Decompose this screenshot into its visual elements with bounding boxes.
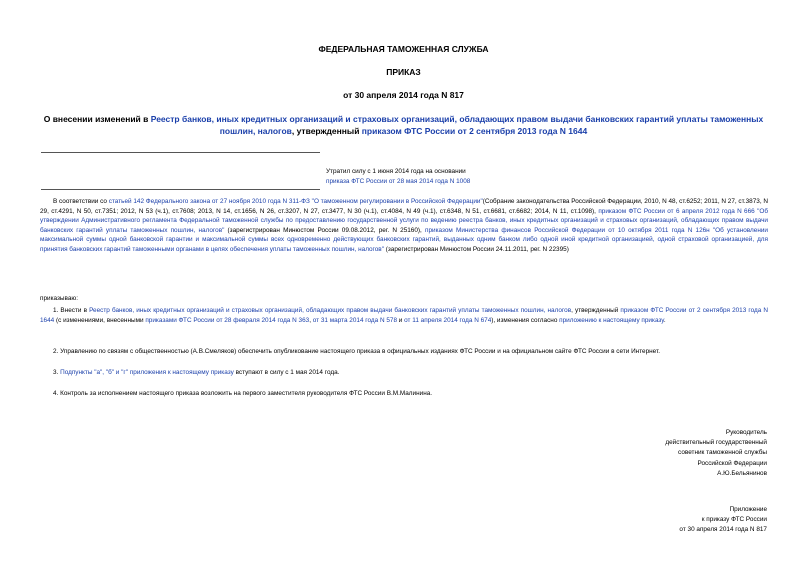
order-363-link[interactable]: приказами ФТС России от 28 февраля 2014 года N 363 (145, 316, 310, 324)
item-text: 1. Внести в (53, 307, 90, 314)
registry-link[interactable]: Реестр банков, иных кредитных организаций и страховых организаций, обладающих правом выдачи банковских гарантий уплаты таможенных пошлин, налогов (150, 114, 764, 136)
preamble-text: (Собрание законодательства Российской Федерации, 2010, N 48, ст.6252; 2011, N 27, ст.3873, N 29, ст.4291, N 50, ст.7351; 2012, N 53 (ч.1), ст.7608; 2013, N 14, ст.1656, N 26, ст.3207, N 27, ст.3477, N 30 (ч.1), ст.4084, N 49 (ч.1), ст.6348, N 51, ст.6681, ст.6682; 2014, N 11, ст.1098), (40, 198, 768, 215)
order-126n-link[interactable]: приказом Министерства финансов Российской Федерации от 10 октября 2011 года N 126н "Об установлении максимальной суммы одной банковской гарантии и максимальной суммы всех одновременно действующих банковских гарантий, выданных одним банком либо одной иной кредитной организацией, одной страховой организацией, для принятия банковских гарантий таможенными органами в целях обеспечения уплаты таможенных пошлин, налогов" (40, 226, 768, 253)
item-text: ), изменения согласно (491, 316, 560, 324)
item-4: 4. Контроль за исполнением настоящего приказа возложить на первого заместителя руководителя ФТС России В.М.Малинина. (53, 390, 433, 397)
preamble-text: (зарегистрирован Минюстом России 24.11.2011, рег. N 22395) (383, 245, 569, 253)
item-text: , (309, 316, 313, 324)
item-text: (с изменениями, внесенными (54, 316, 146, 324)
title-text: , утвержденный (291, 126, 362, 136)
item-text: 3. (53, 369, 61, 376)
doc-type: ПРИКАЗ (386, 67, 421, 77)
title-text: О внесении изменений в (43, 114, 151, 124)
appendix-link[interactable]: приложению к настоящему приказу (559, 316, 664, 324)
divider (41, 152, 320, 153)
order-1644-link[interactable]: приказом ФТС России от 2 сентября 2013 года N 1644 (361, 126, 588, 136)
preamble-text: В соответствии со (53, 198, 109, 205)
appendix-line: от 30 апреля 2014 года N 817 (679, 526, 767, 534)
signature-line: советник таможенной службы (678, 449, 767, 457)
appendix-line: Приложение (729, 506, 767, 513)
order-1008-link[interactable]: приказа ФТС России от 28 мая 2014 года N 1008 (326, 178, 471, 185)
item-text: , утвержденный (571, 307, 621, 314)
item-text: вступают в силу с 1 мая 2014 года. (233, 369, 340, 376)
signature-line: Российской Федерации (697, 459, 767, 467)
order-578-link[interactable]: от 31 марта 2014 года N 578 (312, 316, 398, 324)
signature-line: А.Ю.Бельянинов (717, 469, 767, 477)
divider (41, 189, 320, 190)
status-note (326, 167, 470, 187)
appendix-block (679, 505, 767, 536)
item-text: . (663, 316, 666, 324)
law-311-link[interactable]: статьей 142 Федерального закона от 27 ноября 2010 года N 311-ФЗ "О таможенном регулировании в Российской Федерации" (108, 198, 483, 205)
item-3 (40, 368, 768, 378)
signature-block (665, 428, 767, 479)
order-674-link[interactable]: от 11 апреля 2014 года N 674 (404, 316, 492, 324)
doc-title (40, 113, 767, 137)
item-text: и (397, 316, 405, 324)
item-2: 2. Управлению по связям с общественностью (А.В.Смеляков) обеспечить опубликование настоящего приказа в официальных изданиях ФТС России и на официальном сайте ФТС России в сети Интернет. (53, 348, 661, 355)
order-1644-link[interactable]: приказом ФТС России от 2 сентября 2013 года N 1644 (40, 307, 768, 324)
order-666-link[interactable]: приказом ФТС России от 6 апреля 2012 года N 666 "Об утверждении Административного регламента Федеральной таможенной службы по предоставлению государственной услуги по ведению реестра банков, иных кредитных организаций и страховых организаций, обладающих правом выдачи банковских гарантий уплаты таможенных пошлин, налогов" (40, 207, 768, 234)
status-text: Утратил силу с 1 июня 2014 года на основании (326, 168, 466, 175)
preamble-text: (зарегистрирован Минюстом России 09.08.2012, рег. N 25160), (224, 226, 426, 234)
order-word: приказываю: (40, 295, 78, 302)
signature-line: действительный государственный (665, 439, 767, 447)
agency-name: ФЕДЕРАЛЬНАЯ ТАМОЖЕННАЯ СЛУЖБА (318, 44, 489, 54)
subitems-link[interactable]: Подпункты "а", "б" и "г" приложения к настоящему приказу (60, 369, 234, 376)
signature-line: Руководитель (725, 429, 767, 436)
preamble-paragraph (40, 197, 768, 255)
item-1 (40, 306, 768, 325)
registry-link[interactable]: Реестр банков, иных кредитных организаций и страховых организаций, обладающих правом выдачи банковских гарантий уплаты таможенных пошлин, налогов (89, 307, 572, 314)
appendix-line: к приказу ФТС России (701, 516, 767, 524)
doc-date-number: от 30 апреля 2014 года N 817 (343, 90, 464, 100)
